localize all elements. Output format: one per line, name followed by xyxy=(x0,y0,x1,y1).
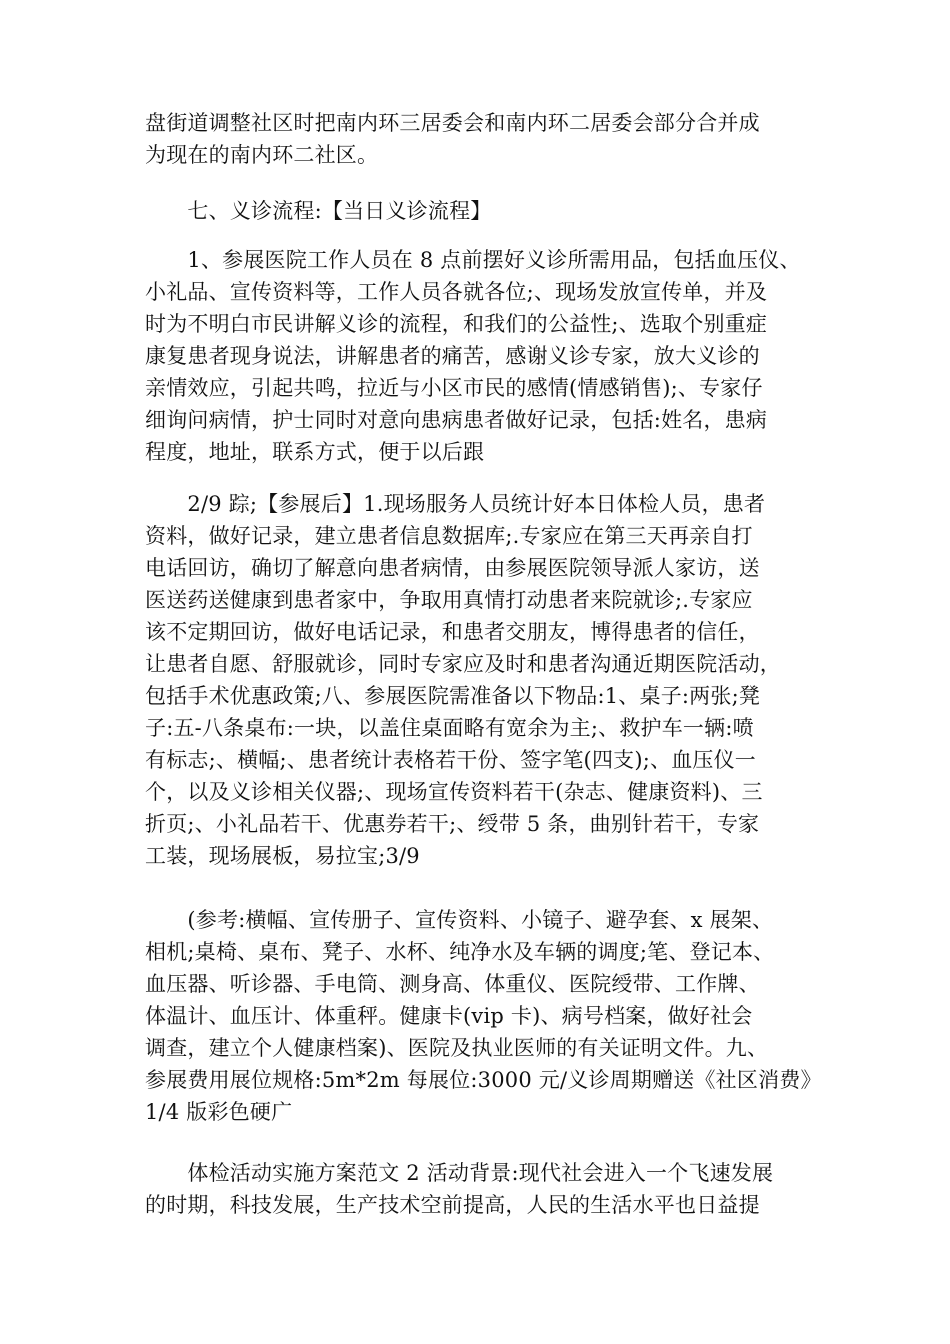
text-line: 亲情效应，引起共鸣，拉近与小区市民的感情(情感销售);、专家仔 xyxy=(145,376,763,400)
section-heading-clinic-process xyxy=(145,195,835,227)
text-line: 1/4 版彩色硬广 xyxy=(145,1100,293,1124)
paragraph-day-process xyxy=(145,244,835,468)
text-line: 七、义诊流程:【当日义诊流程】 xyxy=(145,199,492,223)
text-line: 有标志;、横幅;、患者统计表格若干份、签字笔(四支);、血压仪一 xyxy=(145,748,757,772)
text-line: 让患者自愿、舒服就诊，同时专家应及时和患者沟通近期医院活动， xyxy=(145,652,781,676)
text-line: 体检活动实施方案范文 2 活动背景:现代社会进入一个飞速发展 xyxy=(145,1161,774,1185)
text-line: 体温计、血压计、体重秤。健康卡(vip 卡)、病号档案，做好社会 xyxy=(145,1004,753,1028)
text-line: 时为不明白市民讲解义诊的流程，和我们的公益性;、选取个别重症 xyxy=(145,312,768,336)
text-line: 相机;桌椅、桌布、凳子、水杯、纯净水及车辆的调度;笔、登记本、 xyxy=(145,940,775,964)
text-line: 医送药送健康到患者家中，争取用真情打动患者来院就诊;.专家应 xyxy=(145,588,753,612)
text-line: 为现在的南内环二社区。 xyxy=(145,143,379,167)
paragraph-community-merge xyxy=(145,107,835,171)
text-line: 子:五-八条桌布:一块，以盖住桌面略有宽余为主;、救护车一辆:喷 xyxy=(145,716,754,740)
text-line: 该不定期回访，做好电话记录，和患者交朋友，博得患者的信任， xyxy=(145,620,760,644)
text-line: 小礼品、宣传资料等，工作人员各就各位;、现场发放宣传单，并及 xyxy=(145,280,768,304)
text-line: 资料，做好记录，建立患者信息数据库;.专家应在第三天再亲自打 xyxy=(145,524,753,548)
text-line: 调查，建立个人健康档案)、医院及执业医师的有关证明文件。九、 xyxy=(145,1036,769,1060)
text-line: 血压器、听诊器、手电筒、测身高、体重仪、医院绶带、工作牌、 xyxy=(145,972,760,996)
text-line: 包括手术优惠政策;八、参展医院需准备以下物品:1、桌子:两张;凳 xyxy=(145,684,761,708)
text-line: 1、参展医院工作人员在 8 点前摆好义诊所需用品，包括血压仪、 xyxy=(145,248,801,272)
text-line: 2/9 踪;【参展后】1.现场服务人员统计好本日体检人员，患者 xyxy=(145,492,766,516)
text-line: 电话回访，确切了解意向患者病情，由参展医院领导派人家访，送 xyxy=(145,556,760,580)
text-line: 折页;、小礼品若干、优惠券若干;、绶带 5 条，曲别针若干，专家 xyxy=(145,812,760,836)
text-line: (参考:横幅、宣传册子、宣传资料、小镜子、避孕套、x 展架、 xyxy=(145,908,774,932)
text-line: 工装，现场展板，易拉宝;3/9 xyxy=(145,844,420,868)
text-line: 的时期，科技发展，生产技术空前提高，人民的生活水平也日益提 xyxy=(145,1193,760,1217)
text-line: 盘街道调整社区时把南内环三居委会和南内环二居委会部分合并成 xyxy=(145,111,760,135)
text-line: 康复患者现身说法，讲解患者的痛苦，感谢义诊专家，放大义诊的 xyxy=(145,344,760,368)
text-line: 参展费用展位规格:5m*2m 每展位:3000 元/义诊周期赠送《社区消费》 xyxy=(145,1068,822,1092)
text-line: 个，以及义诊相关仪器;、现场宣传资料若干(杂志、健康资料)、三 xyxy=(145,780,763,804)
text-line: 细询问病情，护士同时对意向患病患者做好记录，包括:姓名，患病 xyxy=(145,408,768,432)
text-line: 程度，地址，联系方式，便于以后跟 xyxy=(145,440,485,464)
paragraph-reference-items xyxy=(145,904,835,1128)
paragraph-after-exhibition xyxy=(145,488,835,872)
paragraph-activity-background xyxy=(145,1157,835,1221)
